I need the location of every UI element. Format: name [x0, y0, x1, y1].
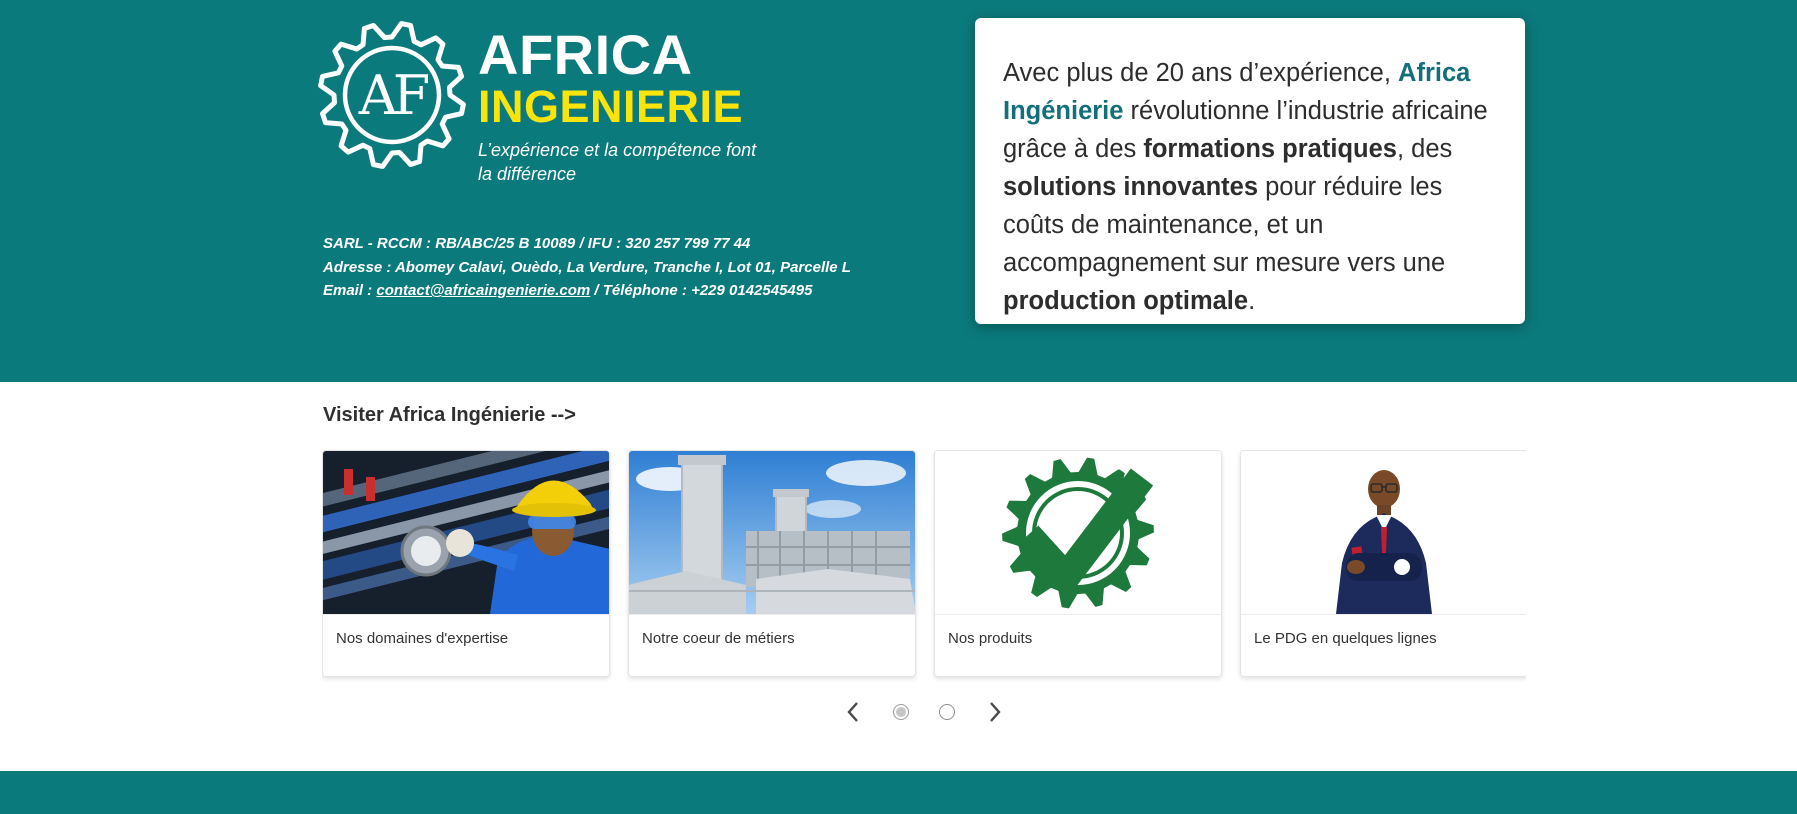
- card-pdg[interactable]: [1240, 450, 1526, 677]
- hero-text-run: , des: [1396, 135, 1453, 163]
- company-info-registration: SARL - RCCM : RB/ABC/25 B 10089 / IFU : 320 257 799 77 44: [323, 235, 751, 252]
- card-label: Le PDG en quelques lignes: [1254, 630, 1437, 647]
- carousel-dot-2[interactable]: [939, 704, 955, 720]
- green-check-badge-image: [935, 451, 1221, 615]
- section-heading: Visiter Africa Ingénierie -->: [323, 404, 576, 426]
- hero-text-run: .: [1248, 287, 1256, 315]
- site-header: [0, 0, 1797, 382]
- card-label: Nos produits: [948, 630, 1033, 647]
- brand-title-line1: AFRICA: [478, 23, 693, 86]
- hero-bold-run: formations pratiques: [1143, 135, 1397, 163]
- carousel-controls: [322, 698, 1526, 726]
- brand-block: [478, 23, 757, 186]
- brand-tagline: L’expérience et la compétence font la différence: [478, 140, 757, 184]
- carousel-viewport: [322, 450, 1526, 686]
- hero-text-run: Avec plus de 20 ans d’expérience,: [1003, 59, 1399, 87]
- company-info: [323, 232, 851, 303]
- email-link[interactable]: contact@africaingenierie.com: [376, 282, 591, 299]
- chevron-right-icon[interactable]: [985, 698, 1005, 726]
- card-coeur-de-metiers[interactable]: [628, 450, 916, 677]
- visit-section: [0, 382, 1797, 771]
- power-plant-image: [629, 451, 915, 615]
- hero-bold-run: production optimale: [1003, 287, 1249, 315]
- company-info-address: Adresse : Abomey Calavi, Ouèdo, La Verdure, Tranche I, Lot 01, Parcelle L: [323, 258, 851, 276]
- hero-bold-run: solutions innovantes: [1003, 173, 1259, 201]
- carousel-dot-1[interactable]: [893, 704, 909, 720]
- hero-text-run: révolutionne l’industrie africaine grâce à des: [1003, 97, 1488, 163]
- chevron-left-icon[interactable]: [843, 698, 863, 726]
- ceo-portrait-image: [1241, 451, 1526, 615]
- card-domaines-expertise[interactable]: [322, 450, 610, 677]
- card-nos-produits[interactable]: [934, 450, 1222, 677]
- company-logo-gear-icon: [316, 12, 468, 178]
- company-info-contact: Email : contact@africaingenierie.com / Téléphone : +229 0142545495: [323, 282, 813, 299]
- logo-monogram: AF: [358, 64, 426, 127]
- hero-intro-card: [975, 18, 1525, 324]
- card-label: Nos domaines d'expertise: [336, 630, 509, 647]
- cards-track: [322, 450, 1526, 677]
- worker-technician-image: [323, 451, 609, 615]
- hero-text-run: pour réduire les coûts de maintenance, et un accompagnement sur mesure vers une: [1003, 173, 1446, 277]
- hero-brand-mention: Africa Ingénierie: [1003, 59, 1471, 125]
- footer-bar: [0, 771, 1797, 814]
- card-label: Notre coeur de métiers: [642, 630, 795, 647]
- brand-title-line2: INGENIERIE: [478, 81, 744, 133]
